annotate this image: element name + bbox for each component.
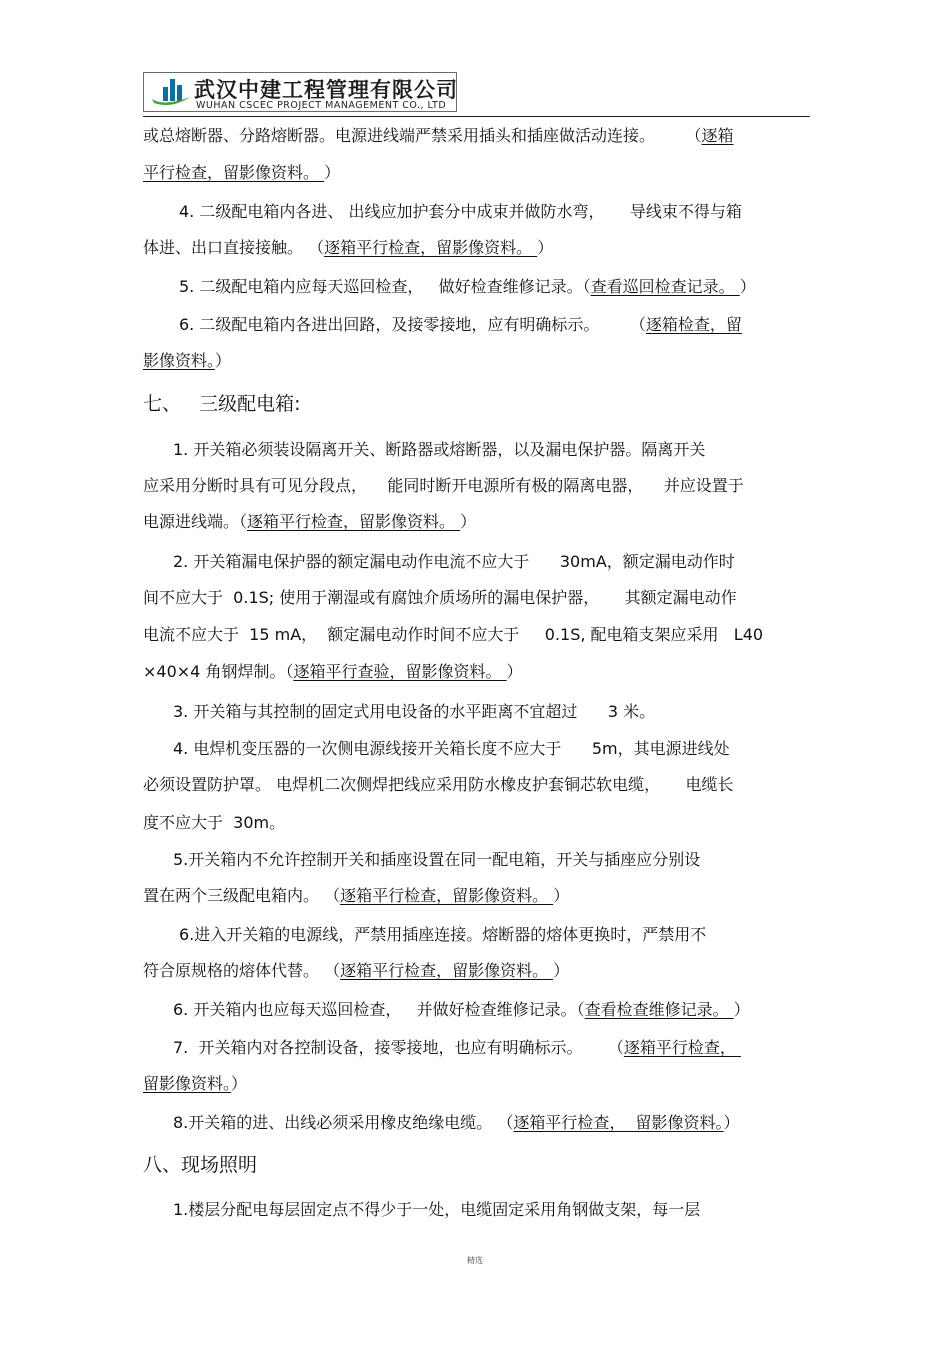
- line-text: ）: [537, 238, 554, 257]
- line-text: 电流不应大于 15 mA， 额定漏电动作时间不应大于 0.1S, 配电箱支架应采用 L40: [143, 625, 764, 644]
- line-text: ）: [723, 1113, 740, 1132]
- section-heading: [143, 1154, 257, 1178]
- line-text: 电源进线端。（: [143, 512, 248, 531]
- paragraph-line: [143, 512, 476, 534]
- line-text: 4. 二级配电箱内各进、 出线应加护套分中成束并做防水弯， 导线束不得与箱: [179, 202, 742, 221]
- underlined-note: 逐箱平行查验，留影像资料。: [293, 662, 507, 681]
- paragraph-line: [143, 662, 523, 684]
- line-text: ）: [733, 1000, 750, 1019]
- company-name-en: WUHAN CSCEC PROJECT MANAGEMENT CO., LTD: [196, 100, 447, 111]
- paragraph-line: [143, 238, 553, 260]
- paragraph-line: [179, 202, 742, 224]
- underlined-note: 逐箱: [701, 126, 734, 145]
- paragraph-line: [143, 886, 569, 908]
- paragraph-line: [173, 739, 730, 761]
- paragraph-line: [143, 775, 734, 797]
- line-text: ）: [739, 277, 756, 296]
- line-text: 2. 开关箱漏电保护器的额定漏电动作电流不应大于 30mA，额定漏电动作时: [173, 552, 735, 571]
- line-text: 5. 二级配电箱内应每天巡回检查， 做好检查维修记录。（: [179, 277, 591, 296]
- paragraph-line: [143, 1074, 247, 1096]
- line-text: 7. 开关箱内对各控制设备，接零接地，也应有明确标示。 （: [173, 1038, 624, 1057]
- paragraph-line: [173, 1000, 750, 1022]
- paragraph-line: [179, 315, 742, 337]
- line-text: ）: [553, 886, 570, 905]
- line-text: 6.进入开关箱的电源线，严禁用插座连接。熔断器的熔体更换时，严禁用不: [179, 925, 707, 944]
- line-text: 1. 开关箱必须装设隔离开关、断路器或熔断器，以及漏电保护器。隔离开关: [173, 440, 706, 459]
- line-text: 间不应大于 0.1S; 使用于潮湿或有腐蚀介质场所的漏电保护器， 其额定漏电动作: [143, 588, 737, 607]
- underlined-note: 平行检查，留影像资料。: [143, 163, 325, 182]
- company-logo: [143, 72, 457, 112]
- underlined-note: 留影像资料。: [143, 1074, 232, 1093]
- line-text: ）: [324, 163, 341, 182]
- underlined-note: 查看检查维修记录。: [584, 1000, 734, 1019]
- paragraph-line: [173, 702, 655, 724]
- underlined-note: 影像资料。: [143, 351, 216, 370]
- underlined-note: 逐箱平行检查，留影像资料。: [340, 886, 554, 905]
- line-text: ×40×4 角钢焊制。（: [143, 662, 294, 681]
- line-text: 体进、出口直接接触。 （: [143, 238, 325, 257]
- paragraph-line: [173, 850, 700, 872]
- line-text: 应采用分断时具有可见分段点， 能同时断开电源所有极的隔离电器， 并应设置于: [143, 476, 744, 495]
- line-text: 或总熔断器、分路熔断器。电源进线端严禁采用插头和插座做活动连接。 （: [143, 126, 702, 145]
- line-text: 七、 三级配电箱:: [143, 393, 301, 415]
- paragraph-line: [173, 440, 705, 462]
- underlined-note: 逐箱平行检查，留影像资料。: [324, 238, 538, 257]
- company-logo-icon: [150, 77, 192, 109]
- paragraph-line: [143, 588, 737, 610]
- company-name-cn: 武汉中建工程管理有限公司: [194, 78, 458, 102]
- line-text: ）: [553, 961, 570, 980]
- line-text: 6. 二级配电箱内各进出回路，及接零接地，应有明确标示。 （: [179, 315, 646, 334]
- paragraph-line: [173, 1200, 700, 1222]
- page-header: [143, 70, 810, 117]
- line-text: ）: [215, 351, 232, 370]
- line-text: 8.开关箱的进、出线必须采用橡皮绝缘电缆。 （: [173, 1113, 514, 1132]
- paragraph-line: [179, 925, 706, 947]
- line-text: 4. 电焊机变压器的一次侧电源线接开关箱长度不应大于 5m，其电源进线处: [173, 739, 730, 758]
- line-text: 度不应大于 30m。: [143, 813, 286, 832]
- underlined-note: 逐箱平行检查， 留影像资料。: [513, 1113, 724, 1132]
- line-text: ）: [231, 1074, 248, 1093]
- line-text: 1.楼层分配电每层固定点不得少于一处，电缆固定采用角钢做支架，每一层: [173, 1200, 701, 1219]
- paragraph-line: [143, 476, 744, 498]
- underlined-note: 逐箱平行检查，留影像资料。: [340, 961, 554, 980]
- paragraph-line: [143, 351, 231, 373]
- paragraph-line: [173, 1113, 740, 1135]
- line-text: ）: [460, 512, 477, 531]
- line-text: 3. 开关箱与其控制的固定式用电设备的水平距离不宜超过 3 米。: [173, 702, 656, 721]
- page-footer: 精选: [467, 1256, 483, 1265]
- paragraph-line: [143, 163, 340, 185]
- paragraph-line: [143, 126, 734, 148]
- line-text: 置在两个三级配电箱内。 （: [143, 886, 341, 905]
- section-heading: [143, 393, 301, 417]
- line-text: ）: [506, 662, 523, 681]
- line-text: 八、现场照明: [143, 1154, 258, 1176]
- paragraph-line: [143, 625, 763, 647]
- line-text: 5.开关箱内不允许控制开关和插座设置在同一配电箱，开关与插座应分别设: [173, 850, 701, 869]
- line-text: 必须设置防护罩。 电焊机二次侧焊把线应采用防水橡皮护套铜芯软电缆， 电缆长: [143, 775, 734, 794]
- paragraph-line: [143, 813, 285, 835]
- underlined-note: 逐箱平行检查，: [623, 1038, 741, 1057]
- paragraph-line: [173, 552, 735, 574]
- paragraph-line: [143, 961, 569, 983]
- underlined-note: 逐箱平行检查，留影像资料。: [247, 512, 461, 531]
- line-text: 符合原规格的熔体代替。 （: [143, 961, 341, 980]
- paragraph-line: [173, 1038, 741, 1060]
- underlined-note: 逐箱检查，留: [645, 315, 742, 334]
- underlined-note: 查看巡回检查记录。: [590, 277, 740, 296]
- line-text: 6. 开关箱内也应每天巡回检查， 并做好检查维修记录。（: [173, 1000, 585, 1019]
- paragraph-line: [179, 277, 756, 299]
